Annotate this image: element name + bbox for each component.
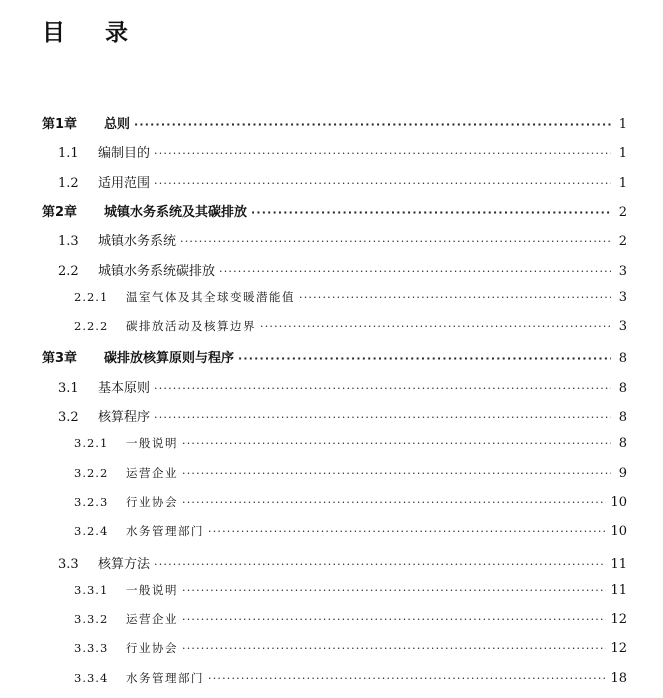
toc-entry-level-2[interactable] — [58, 406, 627, 425]
toc-entry-page-number: 3 — [618, 319, 627, 335]
toc-entry-label: 一般说明 — [126, 436, 178, 451]
toc-entry-number: 3.2.4 — [74, 524, 109, 539]
toc-entry-number: 3.2.1 — [74, 436, 109, 451]
dot-leader — [134, 118, 611, 131]
dot-leader — [299, 291, 611, 304]
toc-entry-level-1[interactable] — [42, 347, 627, 366]
toc-entry-label: 碳排放核算原则与程序 — [104, 351, 235, 367]
dot-leader — [251, 206, 611, 219]
toc-entry-page-number: 1 — [618, 175, 627, 191]
toc-entry-number: 3.3.1 — [74, 582, 109, 597]
toc-entry-label: 水务管理部门 — [126, 524, 204, 539]
toc-entry-level-3[interactable] — [74, 494, 627, 510]
toc-entry-page-number: 8 — [618, 436, 627, 452]
dot-leader — [208, 525, 606, 538]
toc-entry-page-number: 1 — [618, 117, 627, 132]
dot-leader — [154, 558, 606, 571]
dot-leader — [208, 672, 606, 685]
toc-entry-level-2[interactable] — [58, 377, 627, 396]
toc-entry-number: 3.2 — [58, 410, 79, 425]
toc-entry-number: 3.3 — [58, 556, 79, 572]
toc-entry-label: 编制目的 — [98, 146, 151, 162]
toc-entry-label: 水务管理部门 — [126, 670, 204, 685]
dot-leader — [154, 382, 611, 395]
toc-entry-page-number: 11 — [610, 556, 627, 572]
toc-entry-page-number: 2 — [618, 234, 627, 250]
toc-entry-label: 核算方法 — [98, 556, 151, 572]
toc-entry-level-3[interactable] — [74, 582, 627, 598]
toc-entry-number: 3.3.4 — [74, 670, 109, 685]
toc-entry-label: 基本原则 — [98, 380, 151, 396]
toc-entry-level-1[interactable] — [42, 113, 627, 132]
toc-entry-level-3[interactable] — [74, 523, 627, 539]
toc-entry-page-number: 10 — [610, 524, 627, 540]
toc-entry-page-number: 10 — [610, 494, 627, 510]
toc-entry-level-1[interactable] — [42, 201, 627, 220]
toc-entry-label: 运营企业 — [126, 612, 178, 627]
toc-entry-page-number: 8 — [618, 351, 627, 367]
dot-leader — [180, 235, 611, 248]
dot-leader — [260, 320, 611, 333]
dot-leader — [154, 177, 611, 190]
toc-entry-page-number: 11 — [610, 582, 627, 598]
toc-entry-page-number: 3 — [618, 263, 627, 279]
toc-entry-number: 3.3.2 — [74, 612, 109, 627]
dot-leader — [182, 467, 611, 480]
toc-entry-level-3[interactable] — [74, 465, 627, 481]
toc-entry-page-number: 1 — [618, 146, 627, 162]
toc-entry-level-3[interactable] — [74, 318, 627, 334]
toc-entry-number: 3.3.3 — [74, 641, 109, 656]
toc-entry-level-3[interactable] — [74, 435, 627, 451]
dot-leader — [182, 437, 611, 450]
dot-leader — [182, 642, 606, 655]
toc-entry-level-3[interactable] — [74, 611, 627, 627]
toc-entry-label: 碳排放活动及核算边界 — [126, 319, 256, 334]
toc-entry-number: 2.2.2 — [74, 319, 109, 334]
dot-leader — [238, 352, 611, 365]
toc-entry-number: 第2章 — [42, 204, 78, 220]
toc-entry-page-number: 3 — [618, 289, 627, 305]
toc-entry-label: 一般说明 — [126, 582, 178, 597]
toc-entry-label: 行业协会 — [126, 494, 178, 509]
toc-entry-number: 2.2.1 — [74, 289, 109, 304]
dot-leader — [182, 496, 606, 509]
toc-entry-label: 城镇水务系统及其碳排放 — [104, 204, 248, 220]
toc-entry-level-2[interactable] — [58, 230, 627, 249]
toc-entry-level-2[interactable] — [58, 260, 627, 279]
dot-leader — [182, 613, 606, 626]
toc-entry-page-number: 8 — [618, 380, 627, 396]
toc-entry-number: 2.2 — [58, 263, 79, 279]
toc-entry-level-3[interactable] — [74, 670, 627, 686]
toc-entry-label: 适用范围 — [98, 175, 151, 191]
toc-entry-level-2[interactable] — [58, 553, 627, 572]
toc-entry-label: 运营企业 — [126, 465, 178, 480]
toc-entry-label: 城镇水务系统 — [98, 234, 177, 250]
toc-title: 目 录 — [42, 20, 145, 46]
toc-entry-number: 第3章 — [42, 351, 78, 367]
toc-entry-page-number: 12 — [610, 641, 627, 657]
toc-entry-number: 1.2 — [58, 175, 79, 191]
toc-entry-level-3[interactable] — [74, 640, 627, 656]
dot-leader — [219, 265, 611, 278]
toc-entry-page-number: 9 — [618, 465, 627, 481]
toc-entry-number: 3.2.2 — [74, 465, 109, 480]
toc-entry-number: 第1章 — [42, 117, 78, 132]
dot-leader — [154, 411, 611, 424]
dot-leader — [182, 584, 606, 597]
toc-entry-label: 核算程序 — [98, 410, 151, 425]
toc-entry-label: 行业协会 — [126, 641, 178, 656]
toc-entry-level-3[interactable] — [74, 289, 627, 305]
toc-entry-page-number: 12 — [610, 612, 627, 628]
toc-entry-page-number: 8 — [618, 410, 627, 425]
toc-entry-number: 1.1 — [58, 146, 79, 162]
toc-entry-number: 3.1 — [58, 380, 79, 396]
toc-entry-page-number: 18 — [610, 670, 627, 686]
toc-entry-label: 总则 — [104, 117, 131, 132]
toc-entry-label: 温室气体及其全球变暖潜能值 — [126, 289, 295, 304]
toc-entry-number: 1.3 — [58, 234, 79, 250]
dot-leader — [154, 147, 611, 160]
toc-entry-level-2[interactable] — [58, 172, 627, 191]
toc-entry-level-2[interactable] — [58, 142, 627, 161]
toc-entry-label: 城镇水务系统碳排放 — [98, 263, 216, 279]
toc-entry-number: 3.2.3 — [74, 494, 109, 509]
toc-entry-page-number: 2 — [618, 204, 627, 220]
